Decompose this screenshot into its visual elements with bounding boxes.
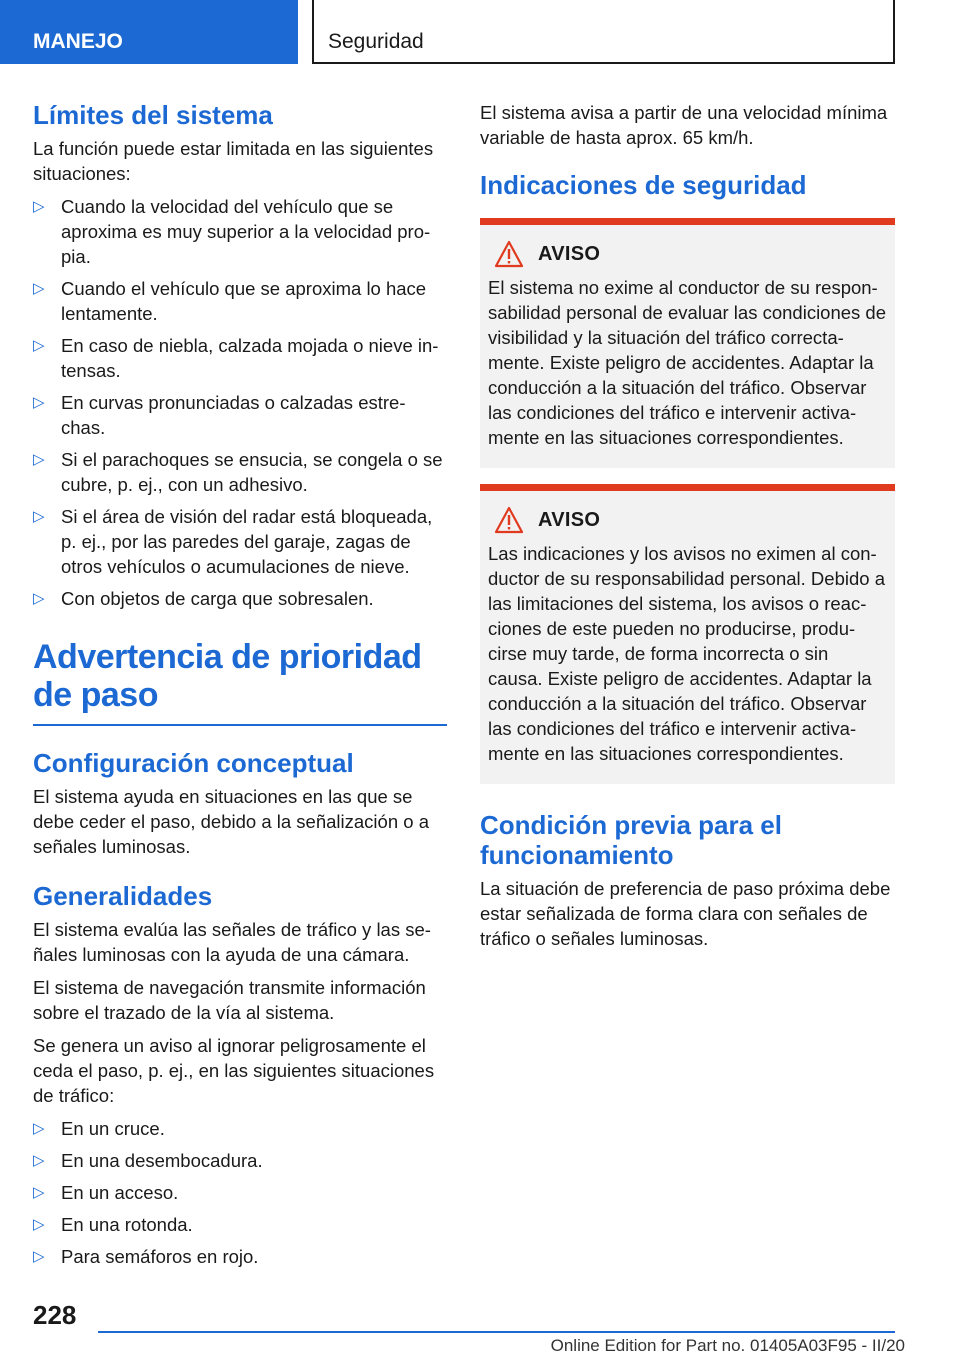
concept-text: El sistema ayuda en situaciones en las que se debe ceder el paso, debido a la señalización o a señales luminosas. xyxy=(33,786,429,857)
list-item: ▷ Para semáforos en rojo. xyxy=(33,1246,259,1267)
warning-triangle-icon xyxy=(494,240,524,268)
chapter-tab: MANEJO xyxy=(0,0,298,64)
triangle-right-bullet-icon: ▷ xyxy=(33,1184,45,1201)
list-item: ▷ En una desembocadura. xyxy=(33,1150,263,1171)
list-item: ▷ En un acceso. xyxy=(33,1182,179,1203)
general-heading: Generalidades xyxy=(33,881,213,911)
main-section-title: Advertencia de prioridad de paso xyxy=(33,638,422,714)
limits-list xyxy=(33,194,447,611)
list-item: ▷ Cuando la velocidad del vehículo que se aproxima es muy superior a la velocidad pro-pia. xyxy=(33,196,431,267)
safety-heading: Indicaciones de seguridad xyxy=(480,170,807,200)
notice-text: El sistema no exime al conductor de su respon-sabilidad personal de evaluar las condiciones de visibilidad y la situación del tráfico correcta-mente. Existe peligro de accidentes. Adaptar la conducción a la situación del tráfico. Observar las condiciones del tráfico e intervenir activa-mente en las situaciones correspondientes. xyxy=(488,277,887,448)
left-column xyxy=(33,100,447,1276)
footer-divider xyxy=(98,1331,895,1333)
precondition-heading: Condición previa para el funcionamiento xyxy=(480,810,782,870)
warning-triangle-icon xyxy=(494,506,524,534)
triangle-right-bullet-icon: ▷ xyxy=(33,280,45,297)
triangle-right-bullet-icon: ▷ xyxy=(33,1120,45,1137)
triangle-right-bullet-icon: ▷ xyxy=(33,508,45,525)
notice-text: Las indicaciones y los avisos no eximen al con-ductor de su responsabilidad personal. Debido a las limitaciones del sistema, los avisos o reac-ciones de este pueden no producirse, produ-cirse muy tarde, de forma incorrecta o sin causa. Existe peligro de accidentes. Adaptar la conducción a la situación del tráfico. Observar las condiciones del tráfico e intervenir activa-mente en las situaciones correspondientes. xyxy=(488,543,885,764)
list-item: ▷ Si el área de visión del radar está bloqueada, p. ej., por las paredes del garaje, zagas de otros vehículos o acumulaciones de nieve. xyxy=(33,506,433,577)
triangle-right-bullet-icon: ▷ xyxy=(33,394,45,411)
speed-intro: El sistema avisa a partir de una velocidad mínima variable de hasta aprox. 65 km/h. xyxy=(480,102,888,148)
notice-title: AVISO xyxy=(538,242,601,265)
page-number: 228 xyxy=(33,1300,77,1330)
list-item: ▷ Cuando el vehículo que se aproxima lo hace lentamente. xyxy=(33,278,427,324)
warning-notice-1 xyxy=(480,218,895,468)
triangle-right-bullet-icon: ▷ xyxy=(33,1152,45,1169)
triangle-right-bullet-icon: ▷ xyxy=(33,1216,45,1233)
situations-list xyxy=(33,1116,447,1269)
edition-footer: Online Edition for Part no. 01405A03F95 - II/20 xyxy=(550,1336,905,1355)
right-column xyxy=(480,100,895,959)
triangle-right-bullet-icon: ▷ xyxy=(33,337,45,354)
list-item: ▷ En caso de niebla, calzada mojada o nieve in-tensas. xyxy=(33,335,439,381)
triangle-right-bullet-icon: ▷ xyxy=(33,1248,45,1265)
triangle-right-bullet-icon: ▷ xyxy=(33,590,45,607)
warning-notice-2 xyxy=(480,484,895,784)
list-item: ▷ En una rotonda. xyxy=(33,1214,193,1235)
triangle-right-bullet-icon: ▷ xyxy=(33,198,45,215)
limits-heading: Límites del sistema xyxy=(33,100,273,130)
general-paragraph-1: El sistema evalúa las señales de tráfico y las se-ñales luminosas con la ayuda de una cámara. xyxy=(33,919,431,965)
general-paragraph-2: El sistema de navegación transmite información sobre el trazado de la vía al sistema. xyxy=(33,977,426,1023)
triangle-right-bullet-icon: ▷ xyxy=(33,451,45,468)
general-paragraph-3: Se genera un aviso al ignorar peligrosamente el ceda el paso, p. ej., en las siguientes situaciones de tráfico: xyxy=(33,1035,435,1106)
precondition-text: La situación de preferencia de paso próxima debe estar señalizada de forma clara con señales de tráfico o señales luminosas. xyxy=(480,878,891,949)
list-item: ▷ Con objetos de carga que sobresalen. xyxy=(33,588,374,609)
section-header: Seguridad xyxy=(312,0,895,64)
list-item: ▷ En un cruce. xyxy=(33,1118,165,1139)
limits-intro: La función puede estar limitada en las siguientes situaciones: xyxy=(33,138,434,184)
concept-heading: Configuración conceptual xyxy=(33,748,354,778)
notice-title: AVISO xyxy=(538,508,601,531)
list-item: ▷ Si el parachoques se ensucia, se congela o se cubre, p. ej., con un adhesivo. xyxy=(33,449,443,495)
title-divider xyxy=(33,724,447,726)
list-item: ▷ En curvas pronunciadas o calzadas estre-chas. xyxy=(33,392,406,438)
